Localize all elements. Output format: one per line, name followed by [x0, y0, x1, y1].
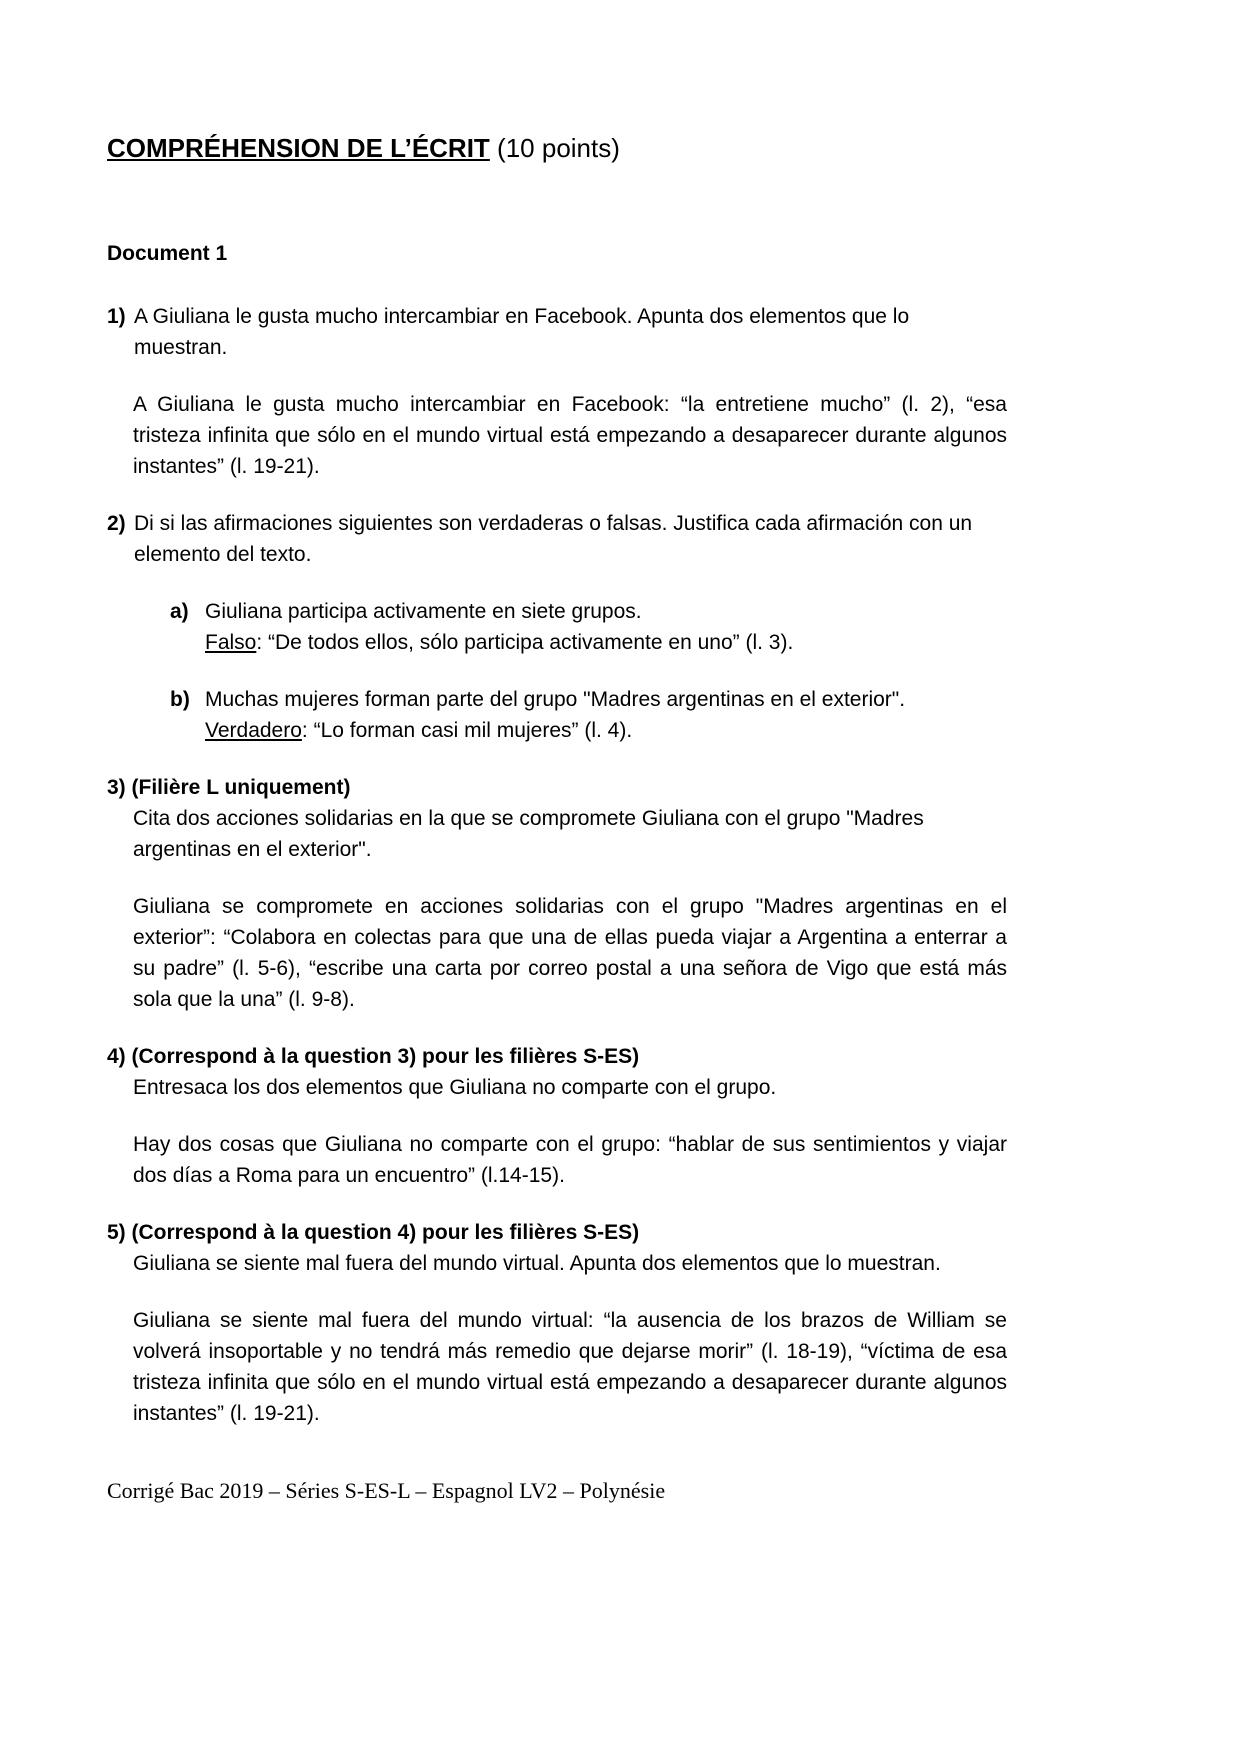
question-5-heading: 5) (Correspond à la question 4) pour les filières S-ES) [107, 1221, 640, 1244]
question-2a-body [205, 596, 1007, 658]
footer-text: Corrigé Bac 2019 – Séries S-ES-L – Espagnol LV2 – Polynésie [107, 1478, 666, 1503]
question-2a [170, 596, 1007, 658]
question-1-number: 1) [107, 305, 126, 328]
question-4-heading: 4) (Correspond à la question 3) pour les filières S-ES) [107, 1045, 640, 1068]
answer-1: A Giuliana le gusta mucho intercambiar en Facebook: “la entretiene mucho” (l. 2), “esa tristeza infinita que sólo en el mundo virtual está empezando a desaparecer durante algunos instantes” (l. 19-21). [133, 393, 1007, 478]
question-4-text: Entresaca los dos elementos que Giuliana no comparte con el grupo. [133, 1076, 777, 1099]
document-label: Document 1 [107, 242, 228, 265]
question-2b-verdict: Verdadero [205, 719, 302, 742]
question-3 [107, 772, 1007, 1015]
page-title [107, 130, 1007, 166]
question-2b-justification: : “Lo forman casi mil mujeres” (l. 4). [301, 719, 633, 742]
page-title-main: COMPRÉHENSION DE L’ÉCRIT [107, 133, 490, 163]
question-2a-verdict: Falso [205, 631, 257, 654]
question-1 [107, 301, 1007, 363]
question-2a-statement: Giuliana participa activamente en siete grupos. [205, 600, 642, 623]
document-content [107, 130, 1007, 1455]
answer-4: Hay dos cosas que Giuliana no comparte con el grupo: “hablar de sus sentimientos y viajar dos días a Roma para un encuentro” (l.14-15). [133, 1133, 1007, 1187]
answer-3: Giuliana se compromete en acciones solidarias con el grupo "Madres argentinas en el exterior”: “Colabora en colectas para que una de ellas pueda viajar a Argentina a enterrar a su padre” (l. 5-6), “escribe una carta por correo postal a una señora de Vigo que está más sola que la una” (l. 9-8). [133, 895, 1007, 1011]
question-2-number: 2) [107, 512, 126, 535]
page-title-points: (10 points) [489, 133, 620, 163]
question-2a-justification: : “De todos ellos, sólo participa activamente en uno” (l. 3). [256, 631, 794, 654]
question-5 [107, 1217, 1007, 1429]
question-2b-statement: Muchas mujeres forman parte del grupo "Madres argentinas en el exterior". [205, 688, 906, 711]
question-2-text: Di si las afirmaciones siguientes son verdaderas o falsas. Justifica cada afirmación con un elemento del texto. [134, 512, 973, 566]
question-2 [107, 508, 1007, 570]
question-3-text: Cita dos acciones solidarias en la que se compromete Giuliana con el grupo "Madres argentinas en el exterior". [133, 807, 924, 861]
answer-5: Giuliana se siente mal fuera del mundo virtual: “la ausencia de los brazos de William se volverá insoportable y no tendrá más remedio que dejarse morir” (l. 18-19), “víctima de esa tristeza infinita que sólo en el mundo virtual está empezando a desaparecer durante algunos instantes” (l. 19-21). [133, 1309, 1007, 1425]
question-1-text: A Giuliana le gusta mucho intercambiar en Facebook. Apunta dos elementos que lo muestran. [134, 305, 910, 359]
question-2b-body [205, 684, 1007, 746]
question-5-text: Giuliana se siente mal fuera del mundo virtual. Apunta dos elementos que lo muestran. [133, 1252, 941, 1275]
question-2b [170, 684, 1007, 746]
question-2a-letter: a) [170, 600, 189, 623]
question-3-heading: 3) (Filière L uniquement) [107, 776, 351, 799]
question-2b-letter: b) [170, 688, 190, 711]
question-4 [107, 1041, 1007, 1191]
